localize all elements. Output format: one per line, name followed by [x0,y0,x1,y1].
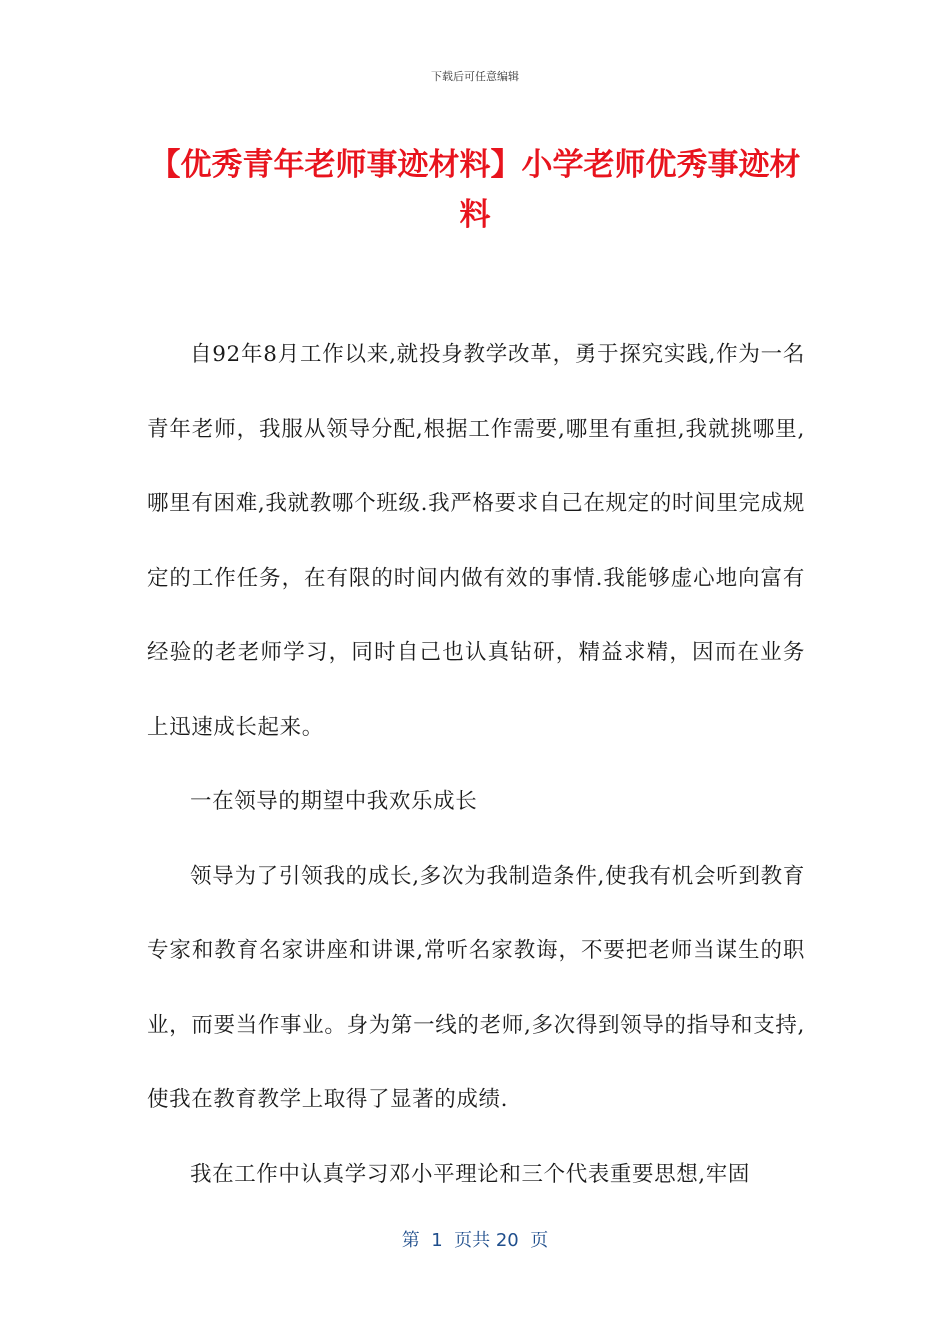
paragraph: 我在工作中认真学习邓小平理论和三个代表重要思想,牢固 [190,1161,750,1187]
header-note: 下载后可任意编辑 [431,70,519,83]
section-heading: 一在领导的期望中我欢乐成长 [190,789,478,814]
paragraph: 领导为了引领我的成长,多次为我制造条件,使我有机会听到教育专家和教育名家讲座和讲课,常听名家教诲，不要把老师当谋生的职业，而要当作事业。身为第一线的老师,多次得到领导的指导和支持,使我在教育教学上取得了显著的成绩. [147,863,805,1112]
document-body [147,318,805,1212]
page-footer: 第 1 页共 20 页 [401,1230,549,1251]
document-title: 【优秀青年老师事迹材料】小学老师优秀事迹材料 [149,147,801,233]
paragraph: 自92年8月工作以来,就投身教学改革，勇于探究实践,作为一名青年老师，我服从领导分配,根据工作需要,哪里有重担,我就挑哪里,哪里有困难,我就教哪个班级.我严格要求自己在规定的时间里完成规定的工作任务，在有限的时间内做有效的事情.我能够虚心地向富有经验的老老师学习，同时自己也认真钻研，精益求精，因而在业务上迅速成长起来。 [147,342,805,740]
